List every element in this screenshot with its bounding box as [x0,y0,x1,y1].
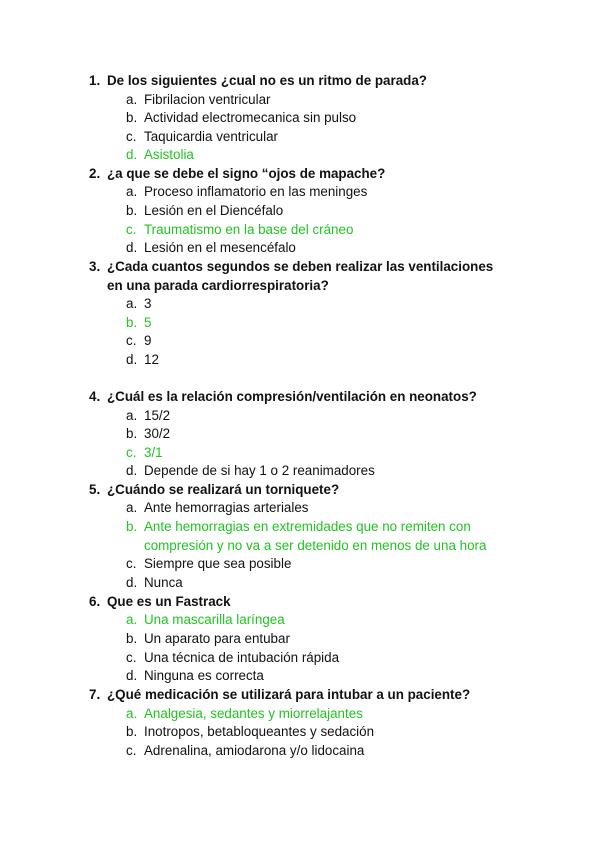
question-6 [89,593,231,611]
option-text: 30/2 [144,426,171,441]
question-1 [89,72,427,90]
option-letter: d. [126,352,138,367]
option-text: Inotropos, betabloqueantes y sedación [144,724,375,739]
option-1a [126,91,271,109]
option-7c [126,742,364,760]
option-text: Lesión en el mesencéfalo [144,240,296,255]
option-6b [126,630,290,648]
option-1d-correct [126,146,194,164]
option-text: Ante hemorragias arteriales [144,500,309,515]
option-letter: c. [126,743,137,758]
option-3a [126,295,151,313]
option-letter: d. [126,575,138,590]
option-letter: d. [126,668,138,683]
option-text: Nunca [144,575,183,590]
question-number: 6. [89,594,101,609]
option-letter: b. [126,426,138,441]
option-letter: b. [126,724,138,739]
option-text: Actividad electromecanica sin pulso [144,110,357,125]
question-5 [89,481,339,499]
option-3c [126,332,151,350]
question-number: 5. [89,482,101,497]
question-text: ¿Qué medicación se utilizará para intubar a un paciente? [107,687,471,702]
question-2 [89,165,385,183]
option-6c [126,649,339,667]
option-3b-correct [126,314,151,332]
option-text: Analgesia, sedantes y miorrelajantes [144,706,363,721]
option-letter: c. [126,650,137,665]
option-text: Ninguna es correcta [144,668,264,683]
option-5b-correct [126,518,471,536]
option-text: Una técnica de intubación rápida [144,650,340,665]
option-text: Taquicardia ventricular [144,129,278,144]
question-text: ¿a que se debe el signo “ojos de mapache? [107,166,386,181]
option-letter: d. [126,147,138,162]
question-text: ¿Cuál es la relación compresión/ventilación en neonatos? [107,389,477,404]
option-5c [126,555,291,573]
option-letter: c. [126,333,137,348]
question-text-continued: en una parada cardiorrespiratoria? [107,278,329,293]
option-letter: b. [126,519,138,534]
option-text: Adrenalina, amiodarona y/o lidocaina [144,743,365,758]
question-number: 1. [89,73,101,88]
option-text: Un aparato para entubar [144,631,290,646]
question-3-continuation [89,277,329,295]
option-letter: b. [126,203,138,218]
option-text: 5 [144,315,152,330]
option-letter: c. [126,445,137,460]
question-number: 7. [89,687,101,702]
question-text: De los siguientes ¿cual no es un ritmo de parada? [107,73,427,88]
option-4b [126,425,170,443]
option-text: Traumatismo en la base del cráneo [144,222,354,237]
option-letter: a. [126,184,138,199]
option-letter: c. [126,222,137,237]
option-text-continued: compresión y no va a ser detenido en menos de una hora [144,538,487,553]
question-text: ¿Cada cuantos segundos se deben realizar las ventilaciones [107,259,494,274]
option-7b [126,723,374,741]
option-5b-continuation [126,537,486,555]
option-letter: b. [126,631,138,646]
option-text: 15/2 [144,408,171,423]
option-letter: c. [126,129,137,144]
question-number: 2. [89,166,101,181]
question-number: 4. [89,389,101,404]
option-4a [126,407,170,425]
option-letter: a. [126,408,138,423]
question-4 [89,388,477,406]
option-4d [126,462,375,480]
question-number: 3. [89,259,101,274]
option-text: 12 [144,352,159,367]
option-5a [126,499,309,517]
option-6d [126,667,264,685]
option-text: Proceso inflamatorio en las meninges [144,184,368,199]
option-text: Asistolia [144,147,194,162]
option-text: Ante hemorragias en extremidades que no remiten con [144,519,471,534]
option-1c [126,128,278,146]
option-1b [126,109,356,127]
question-text: Que es un Fastrack [107,594,231,609]
option-letter: d. [126,240,138,255]
option-text: Fibrilacion ventricular [144,92,271,107]
option-4c-correct [126,444,163,462]
option-2d [126,239,296,257]
option-letter: a. [126,706,138,721]
question-7 [89,686,470,704]
option-3d [126,351,159,369]
option-text: Una mascarilla laríngea [144,612,285,627]
option-letter: a. [126,92,138,107]
option-text: Siempre que sea posible [144,556,292,571]
option-text: 9 [144,333,152,348]
option-text: 3/1 [144,445,163,460]
option-letter: a. [126,500,138,515]
option-text: Lesión en el Diencéfalo [144,203,284,218]
option-2b [126,202,283,220]
option-letter: d. [126,463,138,478]
option-letter: b. [126,315,138,330]
option-letter: c. [126,556,137,571]
option-2c-correct [126,221,353,239]
option-5d [126,574,183,592]
option-letter: a. [126,296,138,311]
question-text: ¿Cuándo se realizará un torniquete? [107,482,340,497]
option-text: Depende de si hay 1 o 2 reanimadores [144,463,375,478]
option-7a-correct [126,705,363,723]
option-2a [126,183,367,201]
option-6a-correct [126,611,285,629]
option-letter: b. [126,110,138,125]
option-text: 3 [144,296,152,311]
option-letter: a. [126,612,138,627]
question-3 [89,258,493,276]
